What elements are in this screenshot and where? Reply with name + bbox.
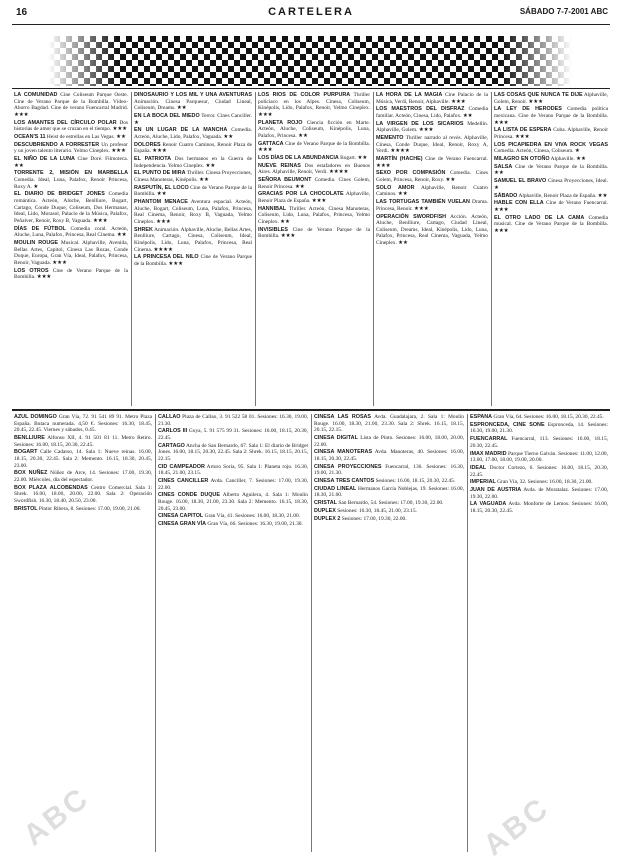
review-entry	[258, 206, 370, 226]
review-entry-title: HABLE CON ELLA	[494, 200, 544, 207]
review-entry	[14, 226, 128, 239]
cinema-entry-title: CINESA DIGITAL	[314, 434, 358, 441]
reviews-section	[14, 92, 608, 406]
cinema-entry-title: CINESA LAS ROSAS	[314, 414, 372, 420]
review-entry-text: Cine de Verano Parque de la Bombilla. ★★★	[134, 254, 252, 267]
cinema-entry-title: CARTAGO	[158, 442, 185, 449]
review-entry-text: Cine Doré. Filmoteca. ★★	[14, 156, 128, 169]
review-entry-text: Comedia. Acteón, Cinesa, Coliseum. ★	[494, 148, 580, 155]
column-divider	[131, 92, 132, 406]
cinema-entry	[158, 521, 308, 528]
checkered-pattern	[48, 36, 572, 86]
page-number: 16	[16, 7, 28, 18]
cinema-entry-title: CINES CONDE DUQUE	[158, 492, 220, 499]
cinema-entry	[158, 478, 308, 491]
cinema-entry-title: BOX PLAZA ALCOBENDAS	[14, 484, 88, 491]
cinema-entry	[470, 487, 608, 500]
review-entry-title: RASPUTÍN, EL LOCO	[134, 184, 189, 191]
review-entry-text: Comedia musical. Cine de Verano Parque de la Bombilla. ★★★	[494, 214, 608, 234]
cinema-entry-title: CALLAO	[158, 414, 181, 420]
review-entry	[134, 127, 252, 140]
cinema-entry-text: Gran Vía, 41. Sesiones: 16.00, 18.30, 21.00.	[204, 513, 301, 520]
cinema-entry	[158, 492, 308, 512]
review-entry-text: Cine de Verano Parque de la Bombilla. ★★	[494, 163, 608, 177]
review-column	[258, 92, 370, 406]
cinema-entry-title: BOGART	[14, 449, 38, 456]
review-entry	[258, 92, 370, 118]
review-entry-title: NUEVE REINAS	[258, 162, 301, 169]
review-entry-title: INVISIBLES	[258, 226, 288, 233]
review-entry-text: Ciencia ficción en Marte. Acteón, Aluche, Coliseum, Kinépolis, Luna, Palafox, Princesa. ★★	[258, 119, 370, 139]
cinema-column	[14, 414, 152, 852]
cinema-entry-text: Calle Cadarso, 14. Sala 1: Nueve reinas. 16.00, 18.15, 20.30, 22.45. Sala 2: Memento. 16.15, 18.30, 20.45, 23.00.	[14, 449, 152, 469]
review-entry-text: Cine Palacio de la Música, Verdi, Renoir, Alphaville. ★★★	[376, 92, 488, 105]
review-entry-title: LA LEY DE HERODES	[494, 106, 562, 113]
review-entry-text: Aventura espacial. Acteón, Aluche, Bogart, Coliseum, Luna, Palafox, Princesa, Real Cinema, Renoir, Roxy B, Vaguada, Yelmo Cineplex. ★★★	[134, 199, 252, 225]
review-entry-title: DÍAS DE FÚTBOL	[14, 225, 66, 232]
review-entry-title: DOLORES	[134, 141, 161, 148]
review-entry-text: Dos historias de amor que se cruzan en el tiempo. ★★★	[14, 119, 128, 133]
column-divider	[467, 414, 468, 852]
review-entry-title: MILAGRO EN OTOÑO	[494, 156, 550, 163]
cinema-entry-title: ESPAÑA	[470, 414, 493, 420]
cinema-entry	[470, 451, 608, 464]
review-entry-text: Comedia. Ideal, Luna, Palafox, Renoir Princesa, Roxy A. ★	[14, 177, 128, 190]
cinema-listings-section	[14, 414, 608, 852]
review-entry	[494, 178, 608, 191]
cinema-entry-title: BOX NUÑEZ	[14, 470, 48, 477]
cinema-entry	[470, 414, 608, 421]
review-entry	[14, 240, 128, 266]
review-entry-title: GRACIAS POR LA CHOCOLATE	[258, 191, 344, 198]
cinema-entry-title: BRISTOL	[14, 505, 38, 512]
review-entry	[14, 156, 128, 169]
review-entry	[14, 268, 128, 281]
review-entry-title: PLANETA ROJO	[258, 119, 303, 126]
review-entry-text: Cine de Verano Parque de la Bombilla. ★★★	[258, 140, 370, 154]
review-entry	[376, 135, 488, 155]
review-entry-title: MOULIN ROUGE	[14, 239, 59, 246]
cinema-entry-text: Alfonso XII, 4. 91 501 81 11. Metro Retiro. Sesiones: 16.00, 18.15, 20.30, 22.45.	[14, 434, 152, 448]
review-entry	[494, 193, 608, 200]
review-entry	[14, 92, 128, 118]
cinema-entry-text: San Bernardo, 54. Sesiones: 17.00, 19.30, 22.00.	[338, 500, 444, 507]
cinema-entry-title: IMAX MADRID	[470, 450, 507, 457]
review-entry	[376, 185, 488, 198]
cinema-entry	[158, 513, 308, 520]
review-entry-text: Cine de Verano Parque de la Bombilla. ★★★	[258, 226, 370, 240]
review-entry-text: Medellín. Alphaville, Golem. ★★★	[376, 120, 488, 134]
banner-rule	[12, 88, 610, 89]
cinema-entry-text: Sesiones: 17.00, 19.30, 22.00.	[341, 515, 407, 522]
cinema-column	[314, 414, 464, 852]
section-title: CARTELERA	[268, 6, 354, 18]
cinema-entry-text: Goya, 5. 91 575 99 31. Sesiones: 16.00, 18.15, 20.30, 22.45.	[158, 428, 308, 441]
review-entry	[494, 156, 608, 163]
header-rule	[12, 24, 610, 25]
review-entry-text: Drama. Princesa, Renoir. ★★★	[376, 199, 488, 212]
review-entry	[494, 127, 608, 140]
review-entry-title: LOS RÍOS DE COLOR PÚRPURA	[258, 92, 351, 98]
cinema-entry-title: DUPLEX 2	[314, 515, 341, 522]
cinema-column	[158, 414, 308, 852]
cinema-entry-title: FUENCARRAL	[470, 436, 508, 443]
review-entry	[494, 106, 608, 126]
cinema-entry	[14, 414, 152, 434]
review-entry-text: Animación. Alphaville, Aluche, Bellas Artes, Benlliure, Cartago, Cinesa, Coliseum, Ideal, Kinépolis, Lido, Luna, Palafox, Princesa, Real Cinema. ★★★★	[134, 226, 252, 253]
review-entry-text: Comedia política mexicana. Cine de Verano Parque de la Bombilla. ★★★	[494, 106, 608, 126]
cinema-entry-text: Sesiones: 16.30, 18.45, 21.00, 23.15.	[337, 508, 417, 515]
column-divider	[255, 92, 256, 406]
review-entry-text: Terror. Cines Canciller. ★	[134, 112, 252, 126]
review-entry	[258, 177, 370, 190]
cinema-entry-text: Espronceda, 14. Sesiones: 16.30, 19.00, 21.30.	[470, 421, 608, 435]
review-entry-title: LOS PICAPIEDRA EN VIVA ROCK VEGAS	[494, 141, 608, 148]
review-entry	[494, 92, 608, 105]
cinema-entry-text: Alberto Aguilera, 4. Sala 1: Moulin Rouge. 16.00, 18.30, 21.00, 23.30. Sala 2: Memento. 16.15, 18.30, 20.45, 23.00.	[158, 492, 308, 512]
review-entry-text: Dos hermanos en la Guerra de Independencia. Yelmo Cineplex. ★★	[134, 156, 252, 169]
cinema-entry-text: Pintor Ribera, 8. Sesiones: 17.00, 19.00, 21.00.	[38, 505, 141, 512]
cinema-entry-text: Gran Vía, 66. Sesiones: 16.30, 19.00, 21.30.	[207, 521, 303, 528]
cinema-entry-title: CID CAMPEADOR	[158, 463, 205, 470]
review-entry-text: Heist de estrellas en Las Vegas. ★★	[46, 133, 126, 140]
cinema-entry-text: Arturo Soria, 95. Sala 1: Planeta rojo. 16.30, 18.45, 21.00, 23.15.	[158, 463, 308, 477]
review-entry-title: MARTÍN (HACHE)	[376, 156, 423, 163]
cinema-entry-title: BENLLIURE	[14, 434, 45, 441]
review-entry-text: Bogart. ★★	[340, 154, 368, 161]
cinema-entry-text: Hermanos García Noblejas, 19. Sesiones: 16.00, 18.30, 21.00.	[314, 485, 464, 499]
review-entry	[134, 156, 252, 169]
cinema-entry-title: CINESA CAPITOL	[158, 513, 204, 520]
cinema-entry	[470, 436, 608, 449]
review-entry-title: LA LISTA DE ESPERA	[494, 127, 552, 134]
cinema-entry-text: Avda. Manoteras, 40. Sesiones: 16.00, 18.15, 20.30, 22.45.	[314, 449, 464, 462]
review-entry	[134, 199, 252, 225]
review-entry-title: OCEAN'S 11	[14, 133, 46, 140]
review-entry	[376, 156, 488, 169]
review-entry	[134, 92, 252, 112]
review-entry-text: Cine de Verano Parque de la Bombilla. ★★	[134, 184, 252, 198]
cinema-entry-title: CINESA TRES CANTOS	[314, 478, 375, 485]
review-entry-title: MEMENTO	[376, 135, 404, 142]
review-column	[494, 92, 608, 406]
cinema-entry	[158, 428, 308, 441]
review-entry	[14, 191, 128, 224]
column-divider	[373, 92, 374, 406]
review-entry-text: Dos estafadores en Buenos Aires. Alphaville, Renoir, Verdi. ★★★★	[258, 162, 370, 176]
review-column	[14, 92, 128, 406]
cinema-entry-text: Doctor Cortezo, 6. Sesiones: 16.00, 18.15, 20.30, 22.45.	[470, 464, 608, 478]
review-entry-title: LA VIRGEN DE LOS SICARIOS	[376, 120, 464, 127]
review-entry	[494, 142, 608, 155]
cinema-entry	[470, 422, 608, 435]
review-entry-text: Musical. Alphaville, Avenida, Bellas Artes, Capitol, Cinesa Las Rozas, Conde Duque, Europa, Gran Vía, Ideal, Palafox, Princesa, Renoir, Vaguada. ★★★	[14, 239, 128, 266]
review-entry-text: Comedia. Cines Golem, Renoir Princesa. ★★	[258, 177, 370, 190]
cinema-entry-title: IMPERIAL	[470, 479, 496, 486]
cinema-entry-title: CIUDAD LINEAL	[314, 485, 357, 492]
review-entry-title: LA PRINCESA DEL NILO	[134, 254, 199, 261]
cinema-entry	[314, 464, 464, 477]
review-entry-text: Comedia familiar. Acteón, Cinesa, Lido, Palafox. ★★	[376, 106, 488, 119]
review-entry	[376, 170, 488, 183]
cinema-entry-text: Parque Tierno Galván. Sesiones: 11.00, 12.00, 13.00, 17.00, 18.00, 19.00, 20.00.	[470, 450, 608, 464]
review-entry-title: SÁBADO	[494, 192, 518, 199]
review-entry	[134, 227, 252, 253]
review-entry-title: DESCUBRIENDO A FORRESTER	[14, 141, 100, 148]
review-entry	[258, 155, 370, 162]
review-entry-title: LOS AMANTES DEL CÍRCULO POLAR	[14, 119, 117, 126]
review-entry-text: Cine de Verano Fuencarral. ★★★	[494, 200, 608, 213]
cinema-entry-text: Avda. Monforte de Lemos. Sesiones: 16.00, 18.15, 20.30, 22.45.	[470, 501, 608, 515]
review-entry-title: LOS DÍAS DE LA ABUNDANCIA	[258, 154, 339, 161]
review-entry-title: SAMUEL EL BRAVO	[494, 178, 547, 185]
review-entry-text: Thriller. Acteón, Cinesa Manoteras, Coliseum, Lido, Luna, Palafox, Princesa, Yelmo Cineplex. ★★	[258, 205, 370, 225]
cinema-entry	[14, 449, 152, 469]
review-entry	[258, 141, 370, 154]
cinema-entry	[470, 465, 608, 478]
cinema-column	[470, 414, 608, 852]
review-entry	[376, 214, 488, 247]
column-divider	[311, 414, 312, 852]
review-entry-text: Acción. Acteón, Aluche, Benlliure, Cartago, Ciudad Lineal, Coliseum, Dreams, Ideal, Kinépolis, Lido, Luna, Palafox, Princesa, Real Cinema, Vaguada, Yelmo Cineplex. ★★	[376, 213, 488, 246]
cinema-entry	[470, 479, 608, 486]
cinema-entry-text: Ancha de San Bernardo, 67. Sala 1: El diario de Bridget Jones. 16.00, 18.15, 20.30, 22.45. Sala 2: Shrek. 16.15, 18.15, 20.15, 22.15.	[158, 442, 308, 462]
review-entry-title: SHREK	[134, 226, 153, 233]
review-entry	[134, 142, 252, 155]
review-entry-text: Comedia. Acteón, Aluche, Lido, Palafox, Vaguada. ★★	[134, 127, 252, 140]
cinema-entry	[14, 506, 152, 513]
review-entry-text: Cuba. Alphaville, Renoir Princesa. ★★★	[494, 127, 608, 140]
review-entry	[134, 185, 252, 198]
review-entry-title: EN UN LUGAR DE LA MANCHA	[134, 127, 228, 134]
review-entry-text: Alphaville, Golem, Renoir. ★★★	[494, 92, 608, 105]
cinema-entry-text: Fuencarral, 113. Sesiones: 16.00, 18.15, 20.30, 22.45.	[470, 436, 608, 449]
review-entry-title: SALSA	[494, 163, 513, 170]
cinema-entry-text: Gran Vía, 32. Sesiones: 16.00, 18.30, 21.00.	[497, 479, 593, 486]
review-entry-title: LA COMUNIDAD	[14, 92, 58, 98]
review-entry	[376, 121, 488, 134]
cinema-entry	[314, 508, 464, 515]
page-header	[12, 4, 610, 22]
review-entry	[258, 163, 370, 176]
review-entry-text: Comedia coral. Acteón, Aluche, Luna, Palafox, Princesa, Real Cinema. ★★	[14, 225, 128, 239]
review-entry-text: Cine de Verano Fuencarral. ★★★	[376, 156, 488, 169]
review-entry-text: Alphaville. ★★	[550, 156, 586, 163]
review-entry-text: Comedia. Cines Golem, Princesa, Renoir, Roxy. ★★	[376, 170, 488, 184]
cinema-entry-text: Núñez de Arce, 14. Sesiones: 17.00, 19.30, 22.00. Miércoles, día del espectador.	[14, 470, 152, 483]
cinema-entry-text: Avda. Canciller, 7. Sesiones: 17.00, 19.30, 22.00.	[158, 478, 308, 491]
cinema-entry	[470, 501, 608, 514]
review-entry	[258, 227, 370, 240]
review-entry-title: DINOSAURIO Y LOS MIL Y UNA AVENTURAS	[134, 92, 252, 98]
review-entry	[494, 164, 608, 177]
review-entry	[14, 142, 128, 155]
review-entry	[494, 200, 608, 213]
review-entry-title: EN LA BOCA DEL MIEDO	[134, 112, 200, 119]
cinema-entry	[314, 516, 464, 523]
review-entry-title: EL NIÑO DE LA LUNA	[14, 156, 75, 163]
review-entry-title: PHANTOM MENACE	[134, 199, 188, 206]
review-entry	[258, 120, 370, 140]
review-entry-title: EL DIARIO DE BRIDGET JONES	[14, 191, 105, 198]
review-entry-title: LOS MAESTROS DEL DISFRAZ	[376, 106, 465, 113]
cinema-entry-text: Avda. de Moratalaz. Sesiones: 17.00, 19.30, 22.00.	[470, 487, 608, 500]
cinema-entry-title: IDEAL	[470, 464, 487, 471]
review-entry-title: LAS COSAS QUE NUNCA TE DIJE	[494, 92, 583, 98]
column-divider	[155, 414, 156, 852]
review-entry-title: TORRENTE 2, MISIÓN EN MARBELLA	[14, 170, 128, 177]
cinema-entry-text: Gran Vía, 72. 91 541 89 91. Metro Plaza España. Butaca numerada. 4,50 €. Sesiones: 16.30, 18.45, 20.45, 22.45. Viernes y sábados, 0.45.	[14, 414, 152, 434]
review-entry	[376, 199, 488, 212]
cinema-entry-title: CINESA GRAN VÍA	[158, 521, 207, 528]
review-entry-title: EL PATRIOTA	[134, 156, 172, 163]
review-entry-text: Thriller narrado al revés. Alphaville, Cinesa, Conde Duque, Ideal, Renoir, Roxy A, Verdi. ★★★★	[376, 135, 488, 155]
review-entry-text: Cine Coliseum Parque Oeste. Cine de Verano Parque de la Bombilla. Vídeo-Ahorro Bagdad. Cine de verano Fuencarral Madrid. ★★★	[14, 92, 128, 118]
cinema-entry	[314, 500, 464, 507]
cinema-entry-title: AZUL DOMINGO	[14, 414, 57, 420]
cinema-entry-title: LA VAGUADA	[470, 501, 507, 508]
cinema-entry-text: Lista de Pinto. Sesiones: 16.00, 18.00, 20.00, 22.00.	[314, 434, 464, 448]
review-entry-text: Cinesa Proyecciones, Ideal. ★	[494, 178, 608, 191]
review-entry	[14, 170, 128, 190]
review-entry-title: OPERACIÓN SWORDFISH	[376, 213, 447, 220]
section-divider	[12, 409, 610, 411]
review-entry	[14, 134, 128, 141]
cinema-entry-title: CINES CANCILLER	[158, 478, 209, 485]
cinema-entry-title: CINESA PROYECCIONES	[314, 463, 382, 470]
review-entry	[258, 191, 370, 204]
cinema-entry-text: Avda. Guadalajara, 2. Sala 1: Moulin Rouge. 16.00, 18.30, 21.00, 23.30. Sala 2: Shrek. 16.15, 18.15, 20.15, 22.15.	[314, 414, 464, 434]
cinema-entry	[314, 414, 464, 434]
review-entry	[376, 92, 488, 105]
review-entry	[14, 120, 128, 133]
cinema-entry-text: Plaza de Callao, 3. 91 522 58 01. Sesiones: 16.30, 19.00, 21.30.	[158, 414, 308, 427]
review-entry-title: SEXO POR COMPASIÓN	[376, 170, 446, 177]
cinema-entry-text: Centro Comercial. Sala 1: Shrek. 16.00, 18.00, 20.00, 22.00. Sala 2: Operación Swordfish. 16.30, 18.40, 20.50, 23.00.	[14, 484, 152, 504]
review-entry	[134, 113, 252, 126]
review-entry-title: GATTACA	[258, 140, 284, 147]
review-entry-title: EL OTRO LADO DE LA CAMA	[494, 214, 585, 221]
review-entry-text: Animación. Cinesa Parquesur, Ciudad Lineal, Coliseum, Dreams. ★★	[134, 98, 252, 112]
review-entry	[376, 106, 488, 119]
review-entry-text: Un profesor y un joven talento literario. Yelmo Cineplex. ★★★	[14, 141, 128, 155]
review-entry-text: Cine de Verano Parque de la Bombilla. ★★★	[14, 267, 128, 281]
cinema-entry	[314, 449, 464, 462]
review-entry-text: Alphaville, Renoir Plaza de España. ★★	[518, 192, 608, 199]
cinema-entry-text: Gran Vía, 64. Sesiones: 16.00, 18.15, 20.30, 22.45.	[493, 414, 604, 420]
review-entry-text: Alphaville, Renoir Cuatro Caminos. ★★	[376, 184, 488, 198]
cinema-entry	[314, 435, 464, 448]
review-entry-title: SOLO AMOR	[376, 184, 415, 191]
review-entry-title: HANNIBAL	[258, 205, 287, 212]
cinema-entry-title: ESPRONCEDA, CINE SONE	[470, 421, 545, 428]
review-entry-title: LOS OTROS	[14, 267, 49, 274]
cinema-entry-title: CARLOS III	[158, 428, 188, 435]
cinema-entry-text: Sesiones: 16.00, 18.15, 20.30, 22.45.	[375, 478, 456, 485]
review-entry-title: LA HORA DE LA MAGIA	[376, 92, 443, 98]
cinema-entry	[158, 414, 308, 427]
review-entry-title: SEÑORA BEUMONT	[258, 177, 312, 184]
column-divider	[491, 92, 492, 406]
cinema-entry	[14, 485, 152, 505]
cinema-entry	[314, 478, 464, 485]
cinema-entry-title: DUPLEX	[314, 508, 336, 515]
checkered-banner	[48, 36, 572, 86]
cinema-entry	[158, 464, 308, 477]
cinema-entry	[314, 486, 464, 499]
review-entry	[134, 254, 252, 267]
review-column	[376, 92, 488, 406]
review-column	[134, 92, 252, 406]
review-entry-text: Thriller policiaco en los Alpes. Cinesa, Coliseum, Kinépolis, Lido, Palafox, Renoir, Yelmo Cineplex. ★★★	[258, 92, 370, 118]
review-entry	[134, 170, 252, 183]
review-entry-text: Comedia romántica. Acteón, Aluche, Benlliure, Bogart, Cartago, Conde Duque, Coliseum, Dos Hermanas, Ideal, Lido, Morasol, Palacio de la Música, Palafox, Peñalver, Renoir, Roxy B, Vaguada. ★★★	[14, 191, 128, 224]
dateline: SÁBADO 7-7-2001 ABC	[519, 7, 608, 16]
review-entry-text: Alphaville, Renoir Plaza de España. ★★★	[258, 191, 370, 205]
watermark: ABC	[477, 790, 557, 863]
review-entry	[494, 215, 608, 235]
cinema-entry-title: JUAN DE AUSTRIA	[470, 487, 522, 494]
cinema-entry	[14, 470, 152, 483]
cinema-entry-title: CRISTAL	[314, 500, 337, 507]
watermark: ABC	[17, 780, 97, 853]
cinema-entry-title: CINESA MANOTERAS	[314, 449, 373, 456]
review-entry-title: EL PUNTO DE MIRA	[134, 170, 186, 177]
review-entry-text: Thriller. Cinesa Proyecciones, Cinesa Manoteras, Kinépolis. ★★	[134, 170, 252, 184]
review-entry-text: Renoir Cuatro Caminos, Renoir Plaza de España. ★★★	[134, 141, 252, 155]
cinema-entry	[158, 443, 308, 463]
cinema-entry	[14, 435, 152, 448]
cinema-entry-text: Fuencarral, 136. Sesiones: 16.30, 19.00, 21.30.	[314, 463, 464, 477]
review-entry-title: LAS TORTUGAS TAMBIÉN VUELAN	[376, 199, 470, 206]
